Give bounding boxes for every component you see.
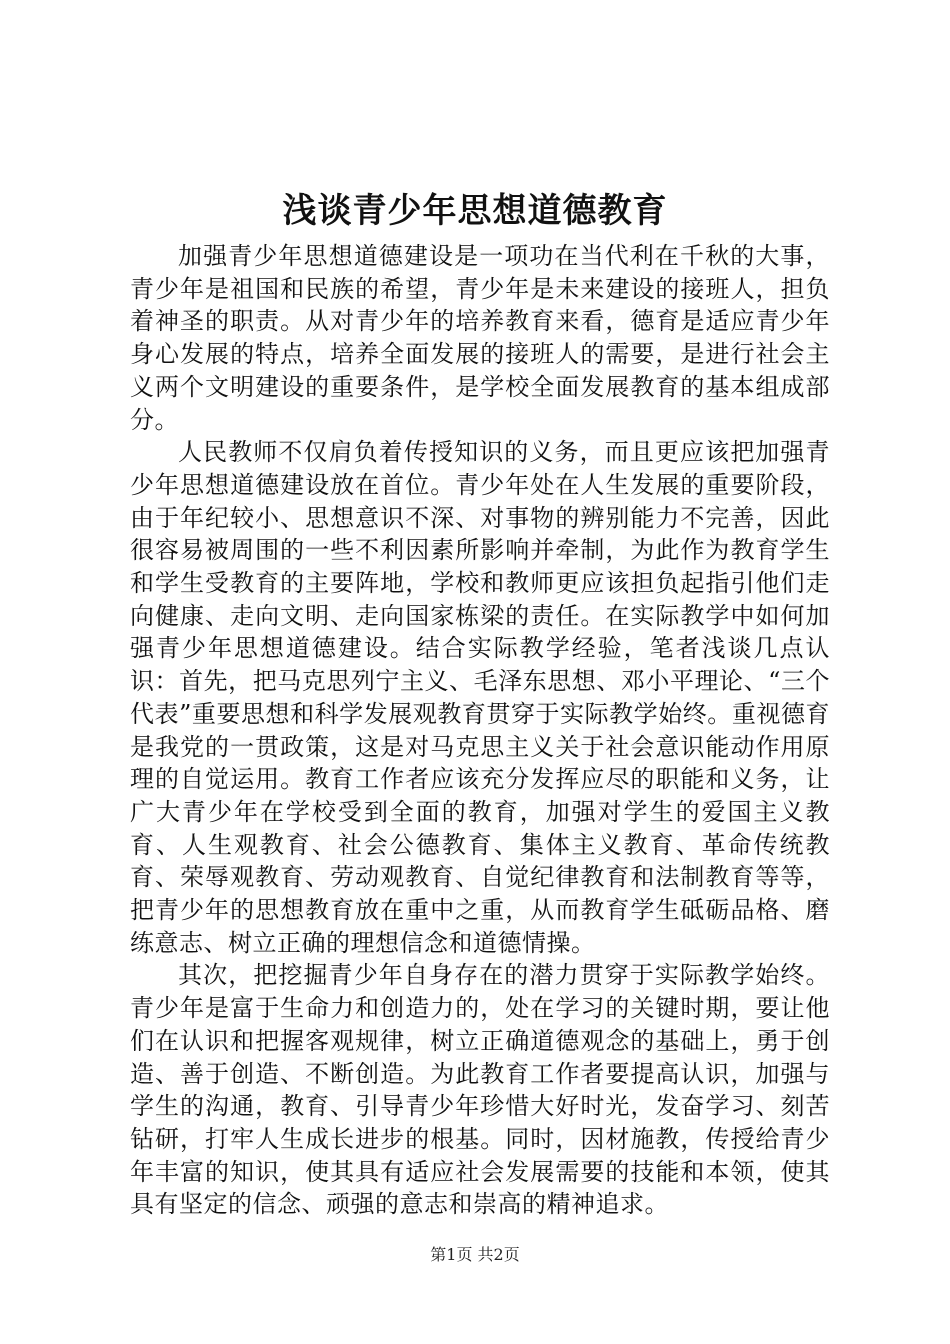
page-number-footer: 第1页 共2页 [430, 1245, 520, 1264]
document-title: 浅谈青少年思想道德教育 [282, 191, 668, 231]
paragraph-2: 人民教师不仅肩负着传授知识的义务，而且更应该把加强青少年思想道德建设放在首位。青少年处在人生发展的重要阶段，由于年纪较小、思想意识不深、对事物的辨别能力不完善，因此很容易被周围的一些不利因素所影响并牵制，为此作为教育学生和学生受教育的主要阵地，学校和教师更应该担负起指引他们走向健康、走向文明、走向国家栋梁的责任。在实际教学中如何加强青少年思想道德建设。结合实际教学经验，笔者浅谈几点认识：首先，把马克思列宁主义、毛泽东思想、邓小平理论、“三个代表”重要思想和科学发展观教育贯穿于实际教学始终。重视德育是我党的一贯政策，这是对马克思主义关于社会意识能动作用原理的自觉运用。教育工作者应该充分发挥应尽的职能和义务，让广大青少年在学校受到全面的教育，加强对学生的爱国主义教育、人生观教育、社会公德教育、集体主义教育、革命传统教育、荣辱观教育、劳动观教育、自觉纪律教育和法制教育等等，把青少年的思想教育放在重中之重，从而教育学生砥砺品格、磨练意志、树立正确的理想信念和道德情操。 [130, 438, 830, 957]
paragraph-3: 其次，把挖掘青少年自身存在的潜力贯穿于实际教学始终。青少年是富于生命力和创造力的，处在学习的关键时期，要让他们在认识和把握客观规律，树立正确道德观念的基础上，勇于创造、善于创造、不断创造。为此教育工作者要提高认识，加强与学生的沟通，教育、引导青少年珍惜大好时光，发奋学习、刻苦钻研，打牢人生成长进步的根基。同时，因材施教，传授给青少年丰富的知识，使其具有适应社会发展需要的技能和本领，使其具有坚定的信念、顽强的意志和崇高的精神追求。 [130, 961, 830, 1219]
paragraph-1: 加强青少年思想道德建设是一项功在当代利在千秋的大事，青少年是祖国和民族的希望，青少年是未来建设的接班人，担负着神圣的职责。从对青少年的培养教育来看，德育是适应青少年身心发展的特点，培养全面发展的接班人的需要，是进行社会主义两个文明建设的重要条件，是学校全面发展教育的基本组成部分。 [130, 242, 830, 434]
document-body [130, 240, 830, 1221]
